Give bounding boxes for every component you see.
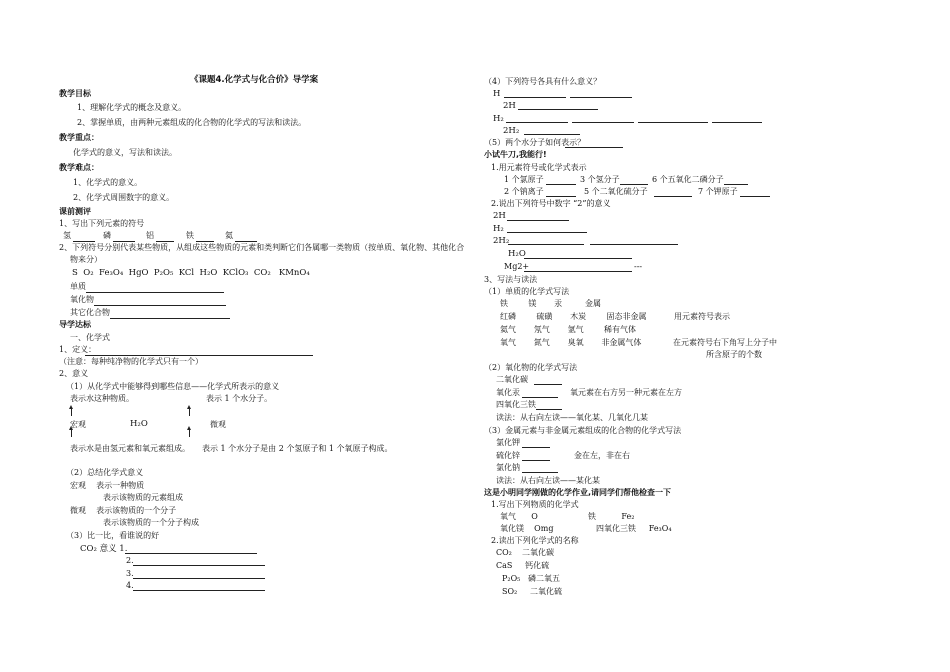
writing-1c: 氦气 氖气 氩气 稀有气体 [500,325,636,334]
quiz-1a: 1 个氯原子 [504,175,544,184]
writing-heading: 3、写法与读法 [484,275,538,284]
meaning-1: （1）从化学式中能够得到哪些信息——化学式所表示的意义 [66,382,280,391]
check-1b-2: 四氧化三铁 Fe₃O₄ [596,524,672,533]
answer-blank[interactable] [504,97,566,98]
check-2b: CaS 钙化硫 [496,561,550,570]
goal-1: 1、理解化学式的概念及意义。 [77,103,187,112]
answer-blank[interactable] [518,109,598,110]
writing-2d: 读法：从右向左读——氧化某、几氧化几某 [496,413,648,422]
writing-1d-note: 在元素符号右下角写上分子中 [673,338,777,347]
summary-micro: 微观 表示该物质的一个分子 [70,506,177,515]
answer-blank[interactable] [110,318,230,319]
answer-blank[interactable] [522,397,558,398]
answer-blank[interactable] [654,196,692,197]
answer-blank[interactable] [570,97,632,98]
check-1a-2: 铁 Fe₂ [588,512,635,521]
summary-heading: （2）总结化学式意义 [66,468,144,477]
answer-blank[interactable] [196,241,214,242]
co2-meaning-1: CO₂ 意义 1. [80,544,128,554]
quiz-heading: 小试牛刀,我能行! [484,150,547,159]
answer-blank[interactable] [73,241,95,242]
answer-blank[interactable] [133,578,265,579]
element-item: 磷 [103,231,111,240]
question-2: 2、下列符号分别代表某些物质，从组成这些物质的元素和类判断它们各属哪一类物质（按单质、氧化物、其他化合 [59,243,465,252]
quiz-2: 2.说出下列符号中数字 “2”的意义 [491,199,611,208]
quiz-1d: 2 个钠离子 [504,187,544,196]
difficulty-1: 1、化学式的意义。 [73,178,143,187]
check-2: 2.读出下列化学式的名称 [491,536,579,545]
macro-label: 宏观 [70,420,86,429]
writing-2: （2）氧化物的化学式写法 [484,363,578,372]
writing-1b: 红磷 硫磺 木炭 固态非金属 [500,312,647,321]
meaning-1b: 表示 1 个水分子。 [206,394,273,403]
answer-blank[interactable] [638,122,708,123]
symbol-2h2: 2H₂ [493,236,510,246]
writing-2a: 二氧化碳 [496,375,528,384]
answer-blank[interactable] [522,460,550,461]
answer-blank[interactable] [712,122,762,123]
writing-1: （1）单质的化学式写法 [484,287,570,296]
answer-blank[interactable] [156,241,174,242]
answer-blank[interactable] [522,447,550,448]
element-item: 氦 [225,231,233,240]
answer-blank[interactable] [113,241,135,242]
difficulty-heading: 教学难点： [59,163,99,172]
answer-blank[interactable] [534,384,562,385]
symbol-2h2: 2H₂ [503,126,520,136]
writing-2b-note: 氧元素在右方另一种元素在左方 [570,388,682,397]
check-2d: SO₂ 二氧化硫 [502,587,562,596]
check-2a: CO₂ 二氧化碳 [496,548,555,557]
difficulty-2: 2、化学式周围数字的意义。 [73,193,175,202]
other-compound-label: 其它化合物 [70,308,110,317]
answer-blank[interactable] [522,472,558,473]
elemental-label: 单质 [70,282,86,291]
answer-blank[interactable] [507,232,587,233]
definition: 1、定义： [59,345,97,354]
answer-blank[interactable] [524,258,632,259]
answer-blank[interactable] [508,244,584,245]
quiz-1c: 6 个五氧化二磷分子 [652,175,724,184]
answer-blank[interactable] [85,355,313,356]
key-heading: 教学重点： [59,133,99,142]
answer-blank[interactable] [546,184,576,185]
answer-blank[interactable] [565,147,623,148]
answer-blank[interactable] [590,244,678,245]
summary-macro: 宏观 表示一种物质 [70,481,145,490]
check-2c: P₂O₅ 磷二氧五 [502,574,560,583]
meaning-heading: 2、意义 [59,369,89,378]
answer-blank[interactable] [620,184,648,185]
meaning-1a: 表示水这种物质。 [70,394,134,403]
summary-macro-2: 表示该物质的元素组成 [103,493,183,502]
writing-1d-note-2: 所含原子的个数 [706,350,762,359]
micro-label: 微观 [210,420,226,429]
goal-2: 2、掌握单质，由两种元素组成的化合物的化学式的写法和读法。 [77,118,307,127]
co2-meaning-4: 4. [126,581,134,590]
writing-2b: 氧化汞 [496,388,520,397]
writing-2c: 四氧化三铁 [496,400,536,409]
check-heading: 这是小明同学刚做的化学作业,请同学们帮他检查一下 [484,488,672,497]
answer-blank[interactable] [125,553,257,554]
element-item: 铁 [186,231,194,240]
meaning-1c: 表示水是由氢元素和氧元素组成。 [70,444,190,453]
symbol-2h: 2H [493,211,506,221]
question-2-cont: 物来分） [70,255,102,264]
arrow-up [71,408,72,416]
writing-1b-note: 用元素符号表示 [674,312,730,321]
key-point: 化学式的意义，写法和读法。 [73,148,177,157]
symbol-h2: H₂ [493,224,504,234]
writing-3d: 读法：从右向左读——某化某 [496,476,600,485]
writing-3: （3）金属元素与非金属元素组成的化合物的化学式写法 [484,426,682,435]
check-1: 1.写出下列物质的化学式 [491,500,579,509]
answer-blank[interactable] [506,122,568,123]
arrow-up [189,408,190,416]
check-1a: 氧气 O [500,512,538,521]
answer-blank[interactable] [524,134,580,135]
question-1: 1、写出下列元素的符号 [59,219,145,228]
answer-blank[interactable] [572,122,634,123]
answer-blank[interactable] [86,292,224,293]
summary-micro-2: 表示该物质的一个分子构成 [103,518,199,527]
answer-blank[interactable] [740,196,770,197]
writing-3c: 氯化钠 [496,463,520,472]
co2-meaning-2: 2. [126,556,134,565]
element-item: 氢 [63,231,71,240]
quiz-1f: 7 个钾原子 [698,187,738,196]
symbol-mg: Mg2+ [504,262,530,271]
co2-meaning-3: 3. [126,569,134,578]
answer-blank[interactable] [524,271,632,272]
answer-blank[interactable] [94,305,226,306]
symbol-h2o: H₂O [508,249,526,259]
answer-blank[interactable] [546,196,576,197]
arrow-down [71,429,72,437]
element-item: 铝 [146,231,154,240]
quiz-1: 1.用元素符号或化学式表示 [491,163,587,172]
formula-list: S O₂ Fe₃O₄ HgO P₂O₅ KCl H₂O KClO₃ CO₂ KMnO₄ [72,268,310,278]
pretest-heading: 课前测评 [59,207,91,216]
question-4: （4）下列符号各具有什么意义？ [484,77,602,86]
writing-1a: 铁 镁 汞 金属 [500,299,602,308]
writing-1d: 氧气 氮气 臭氧 非金属气体 [500,338,642,347]
writing-3b: 硫化锌 [496,451,520,460]
symbol-mg-tail: --- [634,262,643,271]
answer-blank[interactable] [235,241,257,242]
symbol-h2: H₂ [493,114,504,124]
quiz-1e: 5 个二氧化硫分子 [584,187,648,196]
question-5: （5）两个水分子如何表示？ [484,138,586,147]
answer-blank[interactable] [507,220,569,221]
quiz-1b: 3 个氢分子 [580,175,620,184]
answer-blank[interactable] [133,590,265,591]
writing-3b-note: 金在左，非在右 [574,451,630,460]
answer-blank[interactable] [724,184,748,185]
page-title: 《课题4.化学式与化合价》导学案 [190,75,319,85]
oxide-label: 氧化物 [70,295,94,304]
answer-blank[interactable] [536,409,562,410]
part-1: 一、化学式 [70,333,110,342]
symbol-2h: 2H [503,101,516,111]
answer-blank[interactable] [133,565,265,566]
check-1b: 氧化镁 Omg [500,524,554,533]
meaning-1d: 表示 1 个水分子是由 2 个氢原子和 1 个氧原子构成。 [202,444,393,453]
writing-3a: 氯化钾 [496,438,520,447]
compare-heading: （3）比一比，看谁说的好 [66,531,160,540]
symbol-h: H [493,89,501,99]
arrow-down [189,429,190,437]
guide-heading: 导学达标 [59,320,91,329]
water-formula: H₂O [130,419,148,429]
note: （注意：每种纯净物的化学式只有一个） [59,357,203,366]
goals-heading: 教学目标 [59,89,91,98]
